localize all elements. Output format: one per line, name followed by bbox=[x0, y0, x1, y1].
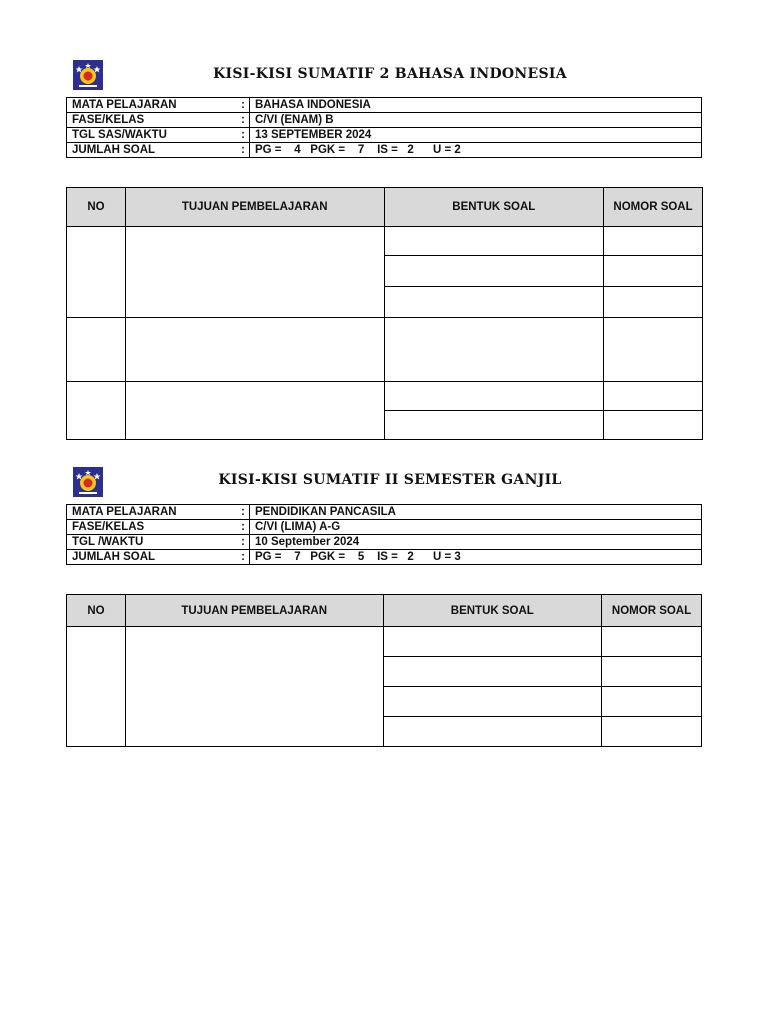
info-value: BAHASA INDONESIA bbox=[250, 98, 702, 113]
info-separator: : bbox=[237, 143, 250, 158]
info-value: 13 SEPTEMBER 2024 bbox=[250, 128, 702, 143]
info-separator: : bbox=[237, 520, 250, 535]
kisi-kisi-table bbox=[66, 594, 702, 747]
no-cell[interactable] bbox=[67, 318, 126, 382]
bentuk-soal-cell[interactable] bbox=[384, 227, 604, 256]
nomor-soal-cell[interactable] bbox=[602, 717, 702, 747]
info-label: JUMLAH SOAL bbox=[67, 143, 238, 158]
info-label: TGL /WAKTU bbox=[67, 535, 238, 550]
tujuan-cell[interactable] bbox=[125, 382, 384, 440]
header-tujuan-pembelajaran: TUJUAN PEMBELAJARAN bbox=[125, 188, 384, 227]
header-no: NO bbox=[67, 188, 126, 227]
info-row bbox=[67, 113, 702, 128]
bentuk-soal-cell[interactable] bbox=[383, 717, 602, 747]
school-emblem-icon bbox=[73, 60, 103, 90]
tujuan-cell[interactable] bbox=[125, 627, 383, 747]
info-value: C/VI (LIMA) A-G bbox=[250, 520, 702, 535]
nomor-soal-cell[interactable] bbox=[602, 627, 702, 657]
nomor-soal-cell[interactable] bbox=[602, 657, 702, 687]
nomor-soal-cell[interactable] bbox=[602, 687, 702, 717]
nomor-soal-cell[interactable] bbox=[604, 411, 703, 440]
bentuk-soal-cell[interactable] bbox=[383, 627, 602, 657]
table-row bbox=[67, 382, 703, 411]
info-row bbox=[67, 505, 702, 520]
info-separator: : bbox=[237, 550, 250, 565]
info-label: FASE/KELAS bbox=[67, 520, 238, 535]
info-label: JUMLAH SOAL bbox=[67, 550, 238, 565]
info-table bbox=[66, 504, 702, 565]
info-table bbox=[66, 97, 702, 158]
info-label: MATA PELAJARAN bbox=[67, 505, 238, 520]
no-cell[interactable] bbox=[67, 382, 126, 440]
header-nomor-soal: NOMOR SOAL bbox=[604, 188, 703, 227]
header-nomor-soal: NOMOR SOAL bbox=[602, 595, 702, 627]
info-label: FASE/KELAS bbox=[67, 113, 238, 128]
info-separator: : bbox=[237, 98, 250, 113]
info-row bbox=[67, 98, 702, 113]
info-value: PENDIDIKAN PANCASILA bbox=[250, 505, 702, 520]
nomor-soal-cell[interactable] bbox=[604, 227, 703, 256]
info-separator: : bbox=[237, 128, 250, 143]
kisi-kisi-table bbox=[66, 187, 703, 440]
nomor-soal-cell[interactable] bbox=[604, 287, 703, 318]
info-separator: : bbox=[237, 535, 250, 550]
tujuan-cell[interactable] bbox=[125, 227, 384, 318]
bentuk-soal-cell[interactable] bbox=[384, 411, 604, 440]
nomor-soal-cell[interactable] bbox=[604, 382, 703, 411]
info-row bbox=[67, 128, 702, 143]
header-no: NO bbox=[67, 595, 126, 627]
info-value: PG = 7 PGK = 5 IS = 2 U = 3 bbox=[250, 550, 702, 565]
info-row bbox=[67, 520, 702, 535]
info-row bbox=[67, 535, 702, 550]
no-cell[interactable] bbox=[67, 627, 126, 747]
info-value: C/VI (ENAM) B bbox=[250, 113, 702, 128]
table-row bbox=[67, 318, 703, 382]
info-label: TGL SAS/WAKTU bbox=[67, 128, 238, 143]
bentuk-soal-cell[interactable] bbox=[384, 382, 604, 411]
info-separator: : bbox=[237, 505, 250, 520]
no-cell[interactable] bbox=[67, 227, 126, 318]
table-row bbox=[67, 227, 703, 256]
header-tujuan-pembelajaran: TUJUAN PEMBELAJARAN bbox=[125, 595, 383, 627]
info-value: PG = 4 PGK = 7 IS = 2 U = 2 bbox=[250, 143, 702, 158]
bentuk-soal-cell[interactable] bbox=[383, 687, 602, 717]
bentuk-soal-cell[interactable] bbox=[383, 657, 602, 687]
bentuk-soal-cell[interactable] bbox=[384, 256, 604, 287]
table-row bbox=[67, 627, 702, 657]
header-bentuk-soal: BENTUK SOAL bbox=[383, 595, 602, 627]
nomor-soal-cell[interactable] bbox=[604, 256, 703, 287]
bentuk-soal-cell[interactable] bbox=[384, 318, 604, 382]
info-row bbox=[67, 143, 702, 158]
page-title: KISI-KISI SUMATIF 2 BAHASA INDONESIA bbox=[213, 66, 567, 82]
tujuan-cell[interactable] bbox=[125, 318, 384, 382]
bentuk-soal-cell[interactable] bbox=[384, 287, 604, 318]
info-value: 10 September 2024 bbox=[250, 535, 702, 550]
nomor-soal-cell[interactable] bbox=[604, 318, 703, 382]
page-title: KISI-KISI SUMATIF II SEMESTER GANJIL bbox=[218, 472, 562, 488]
info-separator: : bbox=[237, 113, 250, 128]
info-row bbox=[67, 550, 702, 565]
school-emblem-icon bbox=[73, 467, 103, 497]
header-bentuk-soal: BENTUK SOAL bbox=[384, 188, 604, 227]
info-label: MATA PELAJARAN bbox=[67, 98, 238, 113]
